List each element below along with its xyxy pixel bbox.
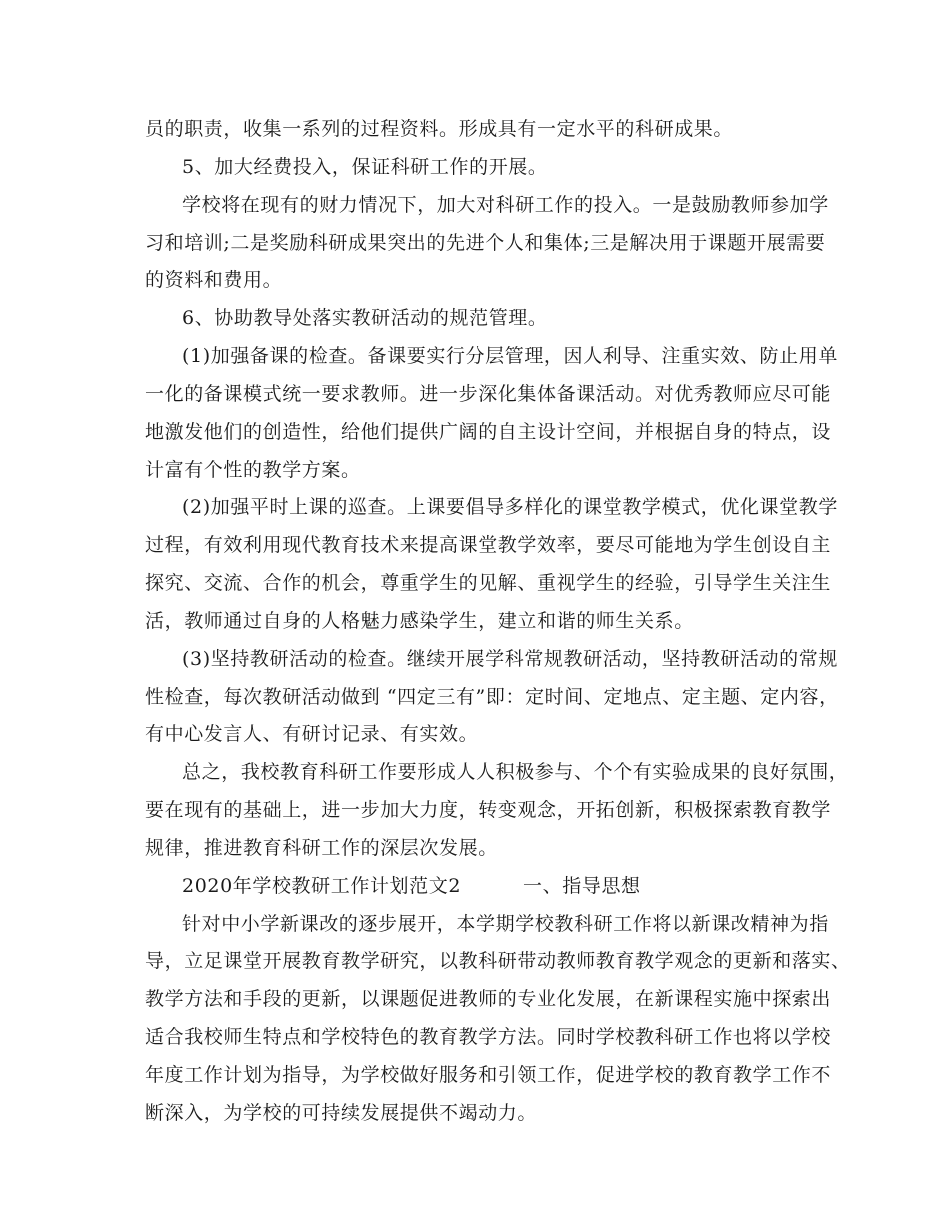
paragraph-line: 导，立足课堂开展教育教学研究，以教科研带动教师教育教学观念的更新和落实、 — [145, 950, 851, 972]
paragraph-line: 习和培训;二是奖励科研成果突出的先进个人和集体;三是解决用于课题开展需要 — [145, 232, 826, 254]
section-heading-5: 5、加大经费投入，保证科研工作的开展。 — [182, 156, 548, 178]
paragraph-line: 总之，我校教育科研工作要形成人人积极参与、个个有实验成果的良好氛围， — [182, 761, 849, 783]
paragraph-line: 学校将在现有的财力情况下，加大对科研工作的投入。一是鼓励教师参加学 — [182, 194, 829, 216]
paragraph-line: 过程，有效利用现代教育技术来提高课堂教学效率，要尽可能地为学生创设自主 — [145, 534, 832, 556]
paragraph-line: 的资料和费用。 — [145, 269, 283, 291]
paragraph-line: 一化的备课模式统一要求教师。进一步深化集体备课活动。对优秀教师应尽可能 — [145, 383, 832, 405]
paragraph-line: 计富有个性的教学方案。 — [145, 459, 361, 481]
paragraph-line: (1)加强备课的检查。备课要实行分层管理，因人利导、注重实效、防止用单 — [182, 345, 838, 367]
paragraph-line: 性检查，每次教研活动做到 “四定三有”即：定时间、定地点、定主题、定内容， — [145, 686, 839, 708]
paragraph-line: 适合我校师生特点和学校特色的教育教学方法。同时学校教科研工作也将以学校 — [145, 1026, 832, 1048]
document-title: 2020年学校教研工作计划范文2 — [182, 875, 462, 897]
paragraph-line: 针对中小学新课改的逐步展开，本学期学校教科研工作将以新课改精神为指 — [182, 913, 829, 935]
paragraph-line: (3)坚持教研活动的检查。继续开展学科常规教研活动，坚持教研活动的常规 — [182, 648, 838, 670]
paragraph-line: 员的职责，收集一系列的过程资料。形成具有一定水平的科研成果。 — [145, 118, 734, 140]
paragraph-line: 地激发他们的创造性，给他们提供广阔的自主设计空间，并根据自身的特点，设 — [145, 421, 832, 443]
paragraph-line: 活，教师通过自身的人格魅力感染学生，建立和谐的师生关系。 — [145, 610, 694, 632]
section-title: 一、指导思想 — [523, 875, 641, 897]
paragraph-line: (2)加强平时上课的巡查。上课要倡导多样化的课堂教学模式，优化课堂教学 — [182, 496, 838, 518]
paragraph-line: 要在现有的基础上，进一步加大力度，转变观念，开拓创新，积极探索教育教学 — [145, 799, 832, 821]
paragraph-line: 有中心发言人、有研讨记录、有实效。 — [145, 723, 479, 745]
paragraph-line: 断深入，为学校的可持续发展提供不竭动力。 — [145, 1102, 538, 1124]
paragraph-line: 年度工作计划为指导，为学校做好服务和引领工作，促进学校的教育教学工作不 — [145, 1064, 832, 1086]
paragraph-line: 教学方法和手段的更新，以课题促进教师的专业化发展，在新课程实施中探索出 — [145, 988, 832, 1010]
section-heading-6: 6、协助教导处落实教研活动的规范管理。 — [182, 307, 548, 329]
paragraph-line: 规律，推进教育科研工作的深层次发展。 — [145, 837, 498, 859]
paragraph-line: 探究、交流、合作的机会，尊重学生的见解、重视学生的经验，引导学生关注生 — [145, 572, 832, 594]
document-heading-row — [182, 874, 641, 898]
